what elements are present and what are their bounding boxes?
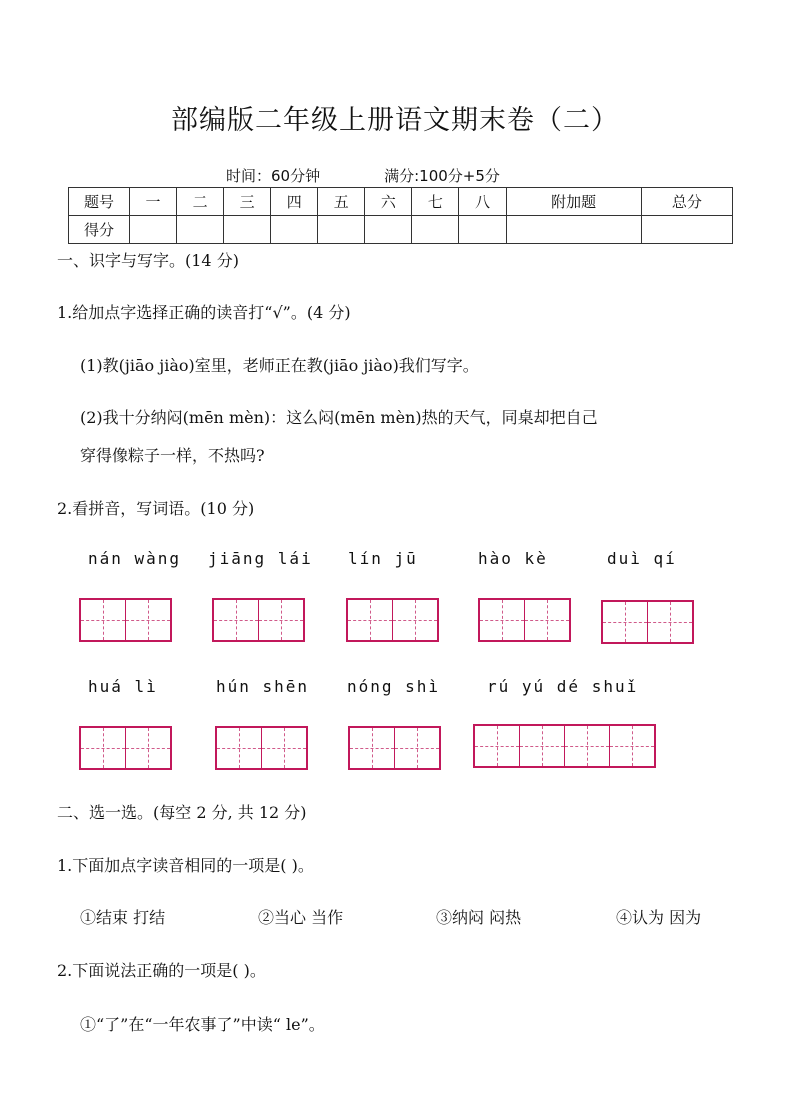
score-header-cell: 八: [459, 188, 506, 216]
grid-cell[interactable]: [81, 728, 126, 768]
score-table: [68, 187, 733, 244]
score-header-cell: 三: [224, 188, 271, 216]
score-table-header-row: [69, 188, 733, 216]
grid-cell[interactable]: [126, 600, 170, 640]
grid-cell[interactable]: [348, 600, 393, 640]
grid-cell[interactable]: [395, 728, 439, 768]
pinyin-label: hào kè: [478, 549, 548, 568]
grid-cell[interactable]: [217, 728, 262, 768]
pinyin-label: nóng shì: [347, 677, 441, 696]
score-header-cell: 二: [177, 188, 224, 216]
pinyin-label: huá lì: [88, 677, 158, 696]
grid-cell[interactable]: [565, 726, 610, 766]
writing-grid[interactable]: [601, 600, 694, 644]
grid-cell[interactable]: [648, 602, 692, 642]
score-header-cell: 五: [318, 188, 365, 216]
writing-grid[interactable]: [79, 726, 172, 770]
section1-q1-item2-line1: (2)我十分纳闷(mēn mèn)：这么闷(mēn mèn)热的天气，同桌却把自己: [80, 408, 598, 427]
section1-q1-item2-line2: 穿得像粽子一样，不热吗?: [80, 446, 265, 465]
score-header-cell: 七: [412, 188, 459, 216]
score-header-cell: 总分: [641, 188, 732, 216]
section2-heading: 二、选一选。(每空 2 分, 共 12 分): [57, 803, 307, 822]
grid-cell[interactable]: [393, 600, 437, 640]
choice-option[interactable]: ②当心 当作: [258, 908, 344, 927]
writing-grid[interactable]: [215, 726, 308, 770]
grid-cell[interactable]: [603, 602, 648, 642]
score-cell[interactable]: [506, 216, 641, 244]
score-cell[interactable]: [318, 216, 365, 244]
score-header-cell: 附加题: [506, 188, 641, 216]
score-cell[interactable]: [365, 216, 412, 244]
grid-cell[interactable]: [480, 600, 525, 640]
page-title: 部编版二年级上册语文期末卷（二）: [171, 105, 619, 136]
writing-grid[interactable]: [473, 724, 656, 768]
grid-cell[interactable]: [525, 600, 569, 640]
score-cell[interactable]: [641, 216, 732, 244]
exam-full-score: 满分:100分+5分: [384, 167, 500, 185]
choice-option[interactable]: ①结束 打结: [80, 908, 166, 927]
grid-cell[interactable]: [262, 728, 306, 768]
score-cell[interactable]: [130, 216, 177, 244]
writing-grid[interactable]: [212, 598, 305, 642]
score-header-cell: 六: [365, 188, 412, 216]
pinyin-label: duì qí: [607, 549, 677, 568]
section2-q1-prompt: 1.下面加点字读音相同的一项是( )。: [57, 856, 314, 875]
pinyin-label: hún shēn: [216, 677, 310, 696]
score-cell[interactable]: [224, 216, 271, 244]
pinyin-label: lín jū: [348, 549, 418, 568]
score-row-label: 得分: [69, 216, 130, 244]
score-cell[interactable]: [177, 216, 224, 244]
score-header-cell: 题号: [69, 188, 130, 216]
score-cell[interactable]: [459, 216, 506, 244]
pinyin-label: jiāng lái: [208, 549, 313, 568]
exam-time: 时间：60分钟: [226, 167, 321, 185]
pinyin-label: nán wàng: [88, 549, 182, 568]
grid-cell[interactable]: [610, 726, 654, 766]
writing-grid[interactable]: [478, 598, 571, 642]
score-cell[interactable]: [412, 216, 459, 244]
score-cell[interactable]: [271, 216, 318, 244]
score-header-cell: 一: [130, 188, 177, 216]
grid-cell[interactable]: [214, 600, 259, 640]
grid-cell[interactable]: [126, 728, 170, 768]
score-table-score-row: [69, 216, 733, 244]
score-header-cell: 四: [271, 188, 318, 216]
grid-cell[interactable]: [475, 726, 520, 766]
writing-grid[interactable]: [346, 598, 439, 642]
grid-cell[interactable]: [81, 600, 126, 640]
choice-option[interactable]: ③纳闷 闷热: [436, 908, 522, 927]
section2-q2-prompt: 2.下面说法正确的一项是( )。: [57, 961, 266, 980]
grid-cell[interactable]: [350, 728, 395, 768]
pinyin-label: rú yú dé shuǐ: [487, 677, 639, 696]
choice-option[interactable]: ①“了”在“一年农事了”中读“ le”。: [80, 1015, 325, 1034]
section1-q1-item1: (1)教(jiāo jiào)室里，老师正在教(jiāo jiào)我们写字。: [80, 356, 479, 375]
grid-cell[interactable]: [259, 600, 303, 640]
section1-q2-prompt: 2.看拼音，写词语。(10 分): [57, 499, 255, 518]
grid-cell[interactable]: [520, 726, 565, 766]
writing-grid[interactable]: [348, 726, 441, 770]
exam-meta: [226, 165, 500, 186]
section1-q1-prompt: 1.给加点字选择正确的读音打“√”。(4 分): [57, 303, 351, 322]
section1-heading: 一、识字与写字。(14 分): [57, 251, 239, 270]
writing-grid[interactable]: [79, 598, 172, 642]
choice-option[interactable]: ④认为 因为: [616, 908, 702, 927]
